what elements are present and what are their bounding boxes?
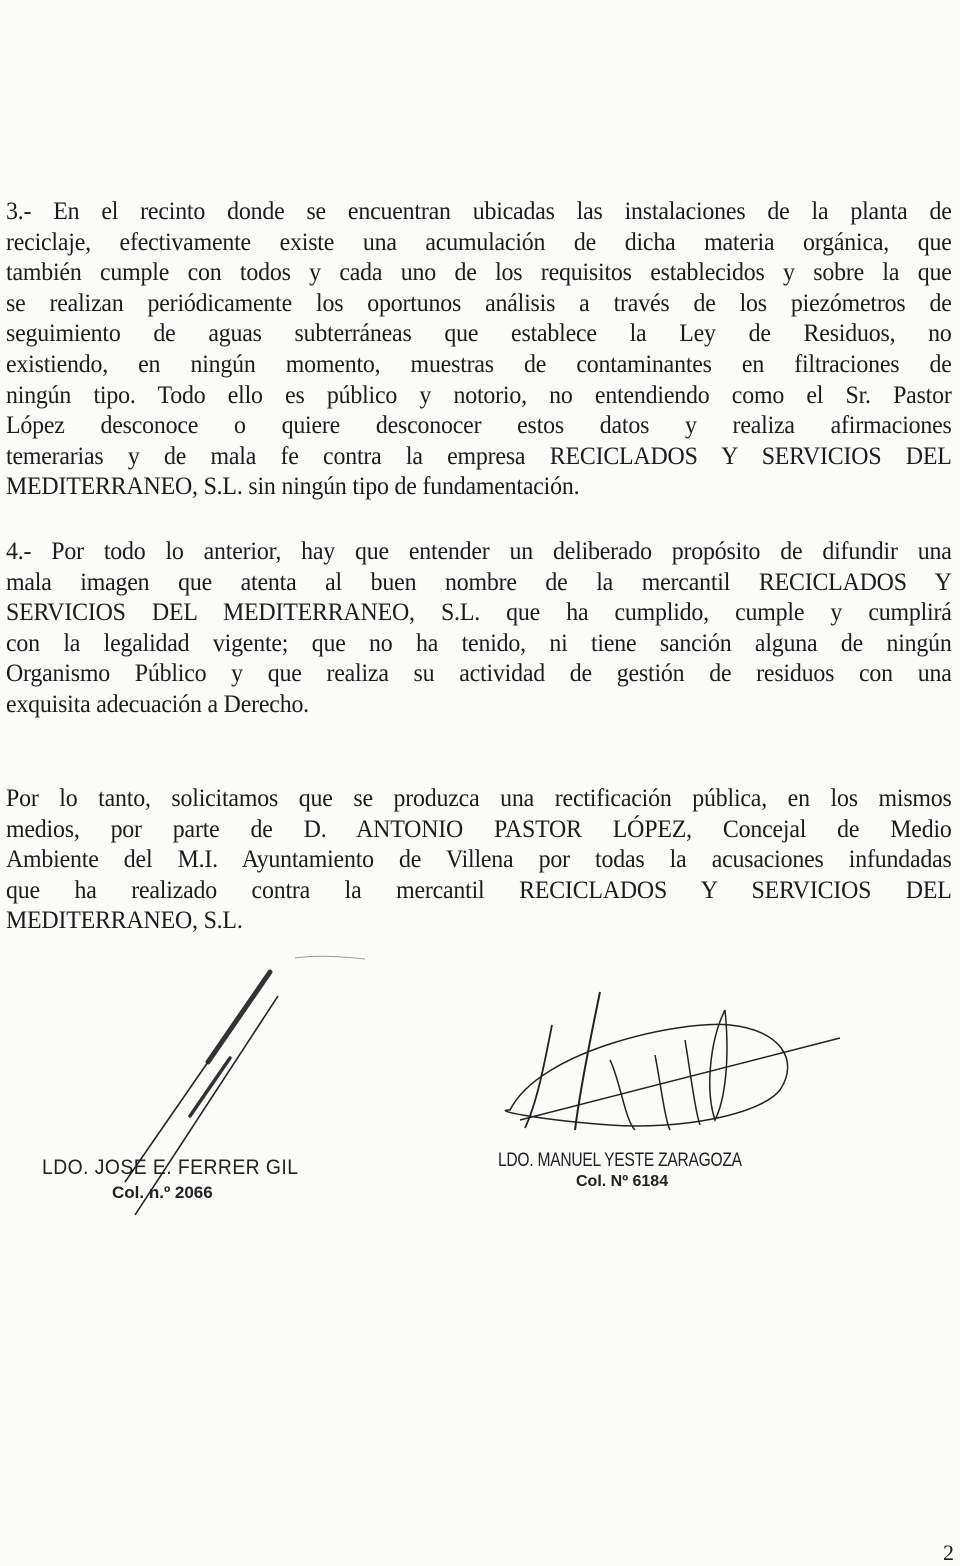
text-line: 4.- Por todo lo anterior, hay que entender un deliberado propósito de difundir una	[6, 537, 952, 565]
signatory-2-col-number: Col. Nº 6184	[576, 1173, 669, 1190]
closing-paragraph	[6, 783, 952, 936]
signatory-1-name: LDO. JOSE E. FERRER GIL	[42, 1156, 299, 1179]
text-line: seguimiento de aguas subterráneas que establece la Ley de Residuos, no	[6, 319, 952, 348]
text-line: Organismo Público y que realiza su actividad de gestión de residuos con una	[6, 659, 952, 688]
text-line: ningún tipo. Todo ello es público y notorio, no entendiendo como el Sr. Pastor	[6, 380, 952, 409]
page-number: 2	[943, 1540, 954, 1565]
signatory-1-col-number: Col. n.º 2066	[112, 1183, 213, 1202]
text-line: temerarias y de mala fe contra la empresa RECICLADOS Y SERVICIOS DEL	[6, 441, 952, 470]
text-line: existiendo, en ningún momento, muestras de contaminantes en filtraciones de	[6, 349, 952, 378]
text-line: exquisita adecuación a Derecho.	[6, 689, 309, 718]
paragraph-3	[6, 196, 952, 502]
text-line: se realizan periódicamente los oportunos análisis a través de los piezómetros de	[6, 288, 952, 317]
paragraph-4	[6, 536, 952, 720]
text-line: Por lo tanto, solicitamos que se produzca una rectificación pública, en los mismos	[6, 784, 952, 812]
text-line: mala imagen que atenta al buen nombre de la mercantil RECICLADOS Y	[6, 567, 952, 596]
text-line: reciclaje, efectivamente existe una acumulación de dicha materia orgánica, que	[6, 227, 952, 256]
signature-1-scribble	[0, 950, 480, 1230]
text-line: medios, por parte de D. ANTONIO PASTOR LÓPEZ, Concejal de Medio	[6, 814, 952, 843]
text-line: López desconoce o quiere desconocer estos datos y realiza afirmaciones	[6, 411, 952, 440]
text-line: MEDITERRANEO, S.L. sin ningún tipo de fundamentación.	[6, 472, 580, 501]
text-line: SERVICIOS DEL MEDITERRANEO, S.L. que ha cumplido, cumple y cumplirá	[6, 598, 952, 627]
text-line: con la legalidad vigente; que no ha tenido, ni tiene sanción alguna de ningún	[6, 628, 952, 657]
signatory-2-name: LDO. MANUEL YESTE ZARAGOZA	[498, 1150, 742, 1171]
text-line: MEDITERRANEO, S.L.	[6, 906, 243, 935]
text-line: también cumple con todos y cada uno de los requisitos establecidos y sobre la que	[6, 258, 952, 287]
text-line: Ambiente del M.I. Ayuntamiento de Villena por todas la acusaciones infundadas	[6, 845, 952, 874]
text-line: 3.- En el recinto donde se encuentran ubicadas las instalaciones de la planta de	[6, 197, 952, 225]
text-line: que ha realizado contra la mercantil RECICLADOS Y SERVICIOS DEL	[6, 875, 952, 904]
